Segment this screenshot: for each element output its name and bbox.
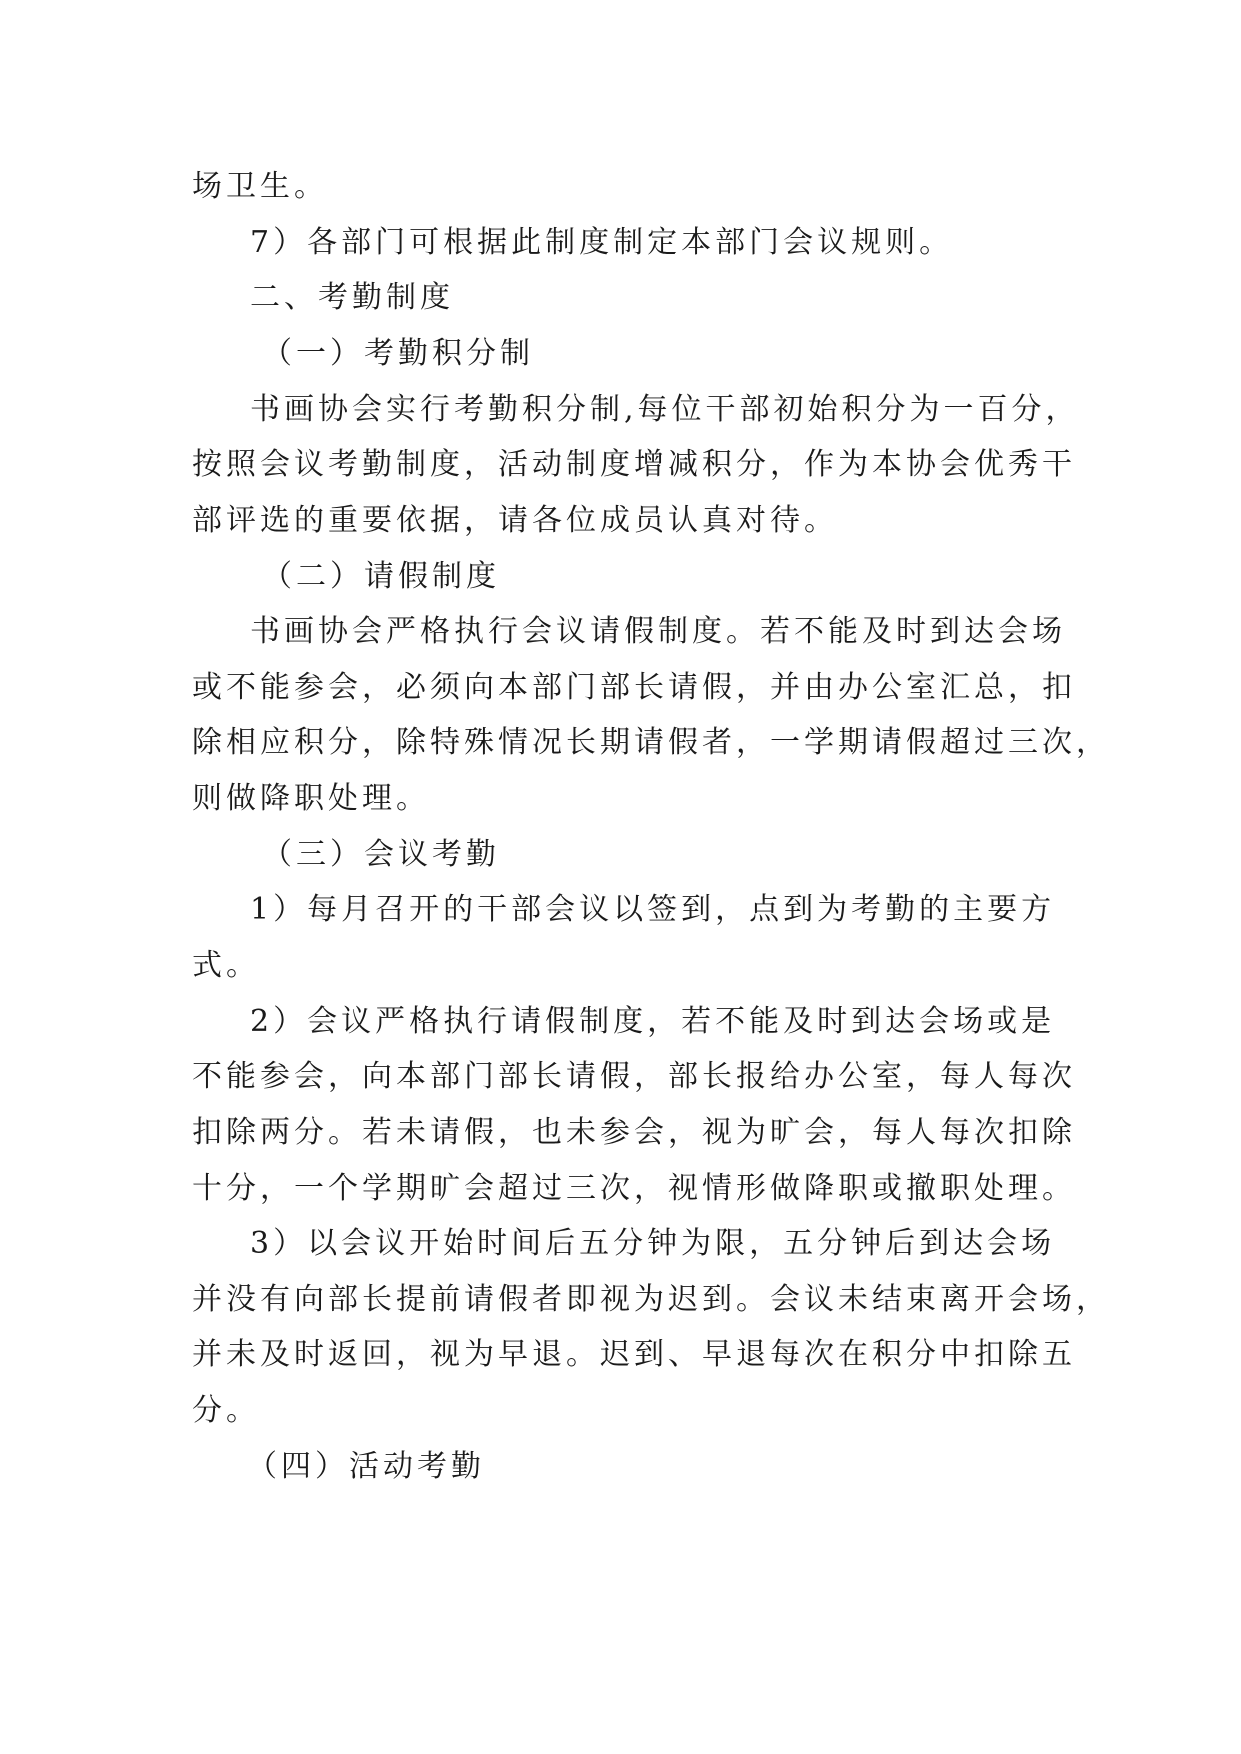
text-line: 2）会议严格执行请假制度，若不能及时到达会场或是 (250, 1004, 1056, 1039)
text-line: 场卫生。 (192, 169, 328, 204)
subsection-heading: （二）请假制度 (262, 559, 500, 594)
text-line: 按照会议考勤制度，活动制度增减积分，作为本协会优秀干 (192, 447, 1076, 482)
text-line: 1）每月召开的干部会议以签到，点到为考勤的主要方 (250, 892, 1056, 927)
text-line: 3）以会议开始时间后五分钟为限，五分钟后到达会场 (250, 1226, 1056, 1261)
text-line: 式。 (192, 948, 260, 983)
text-line: 书画协会严格执行会议请假制度。若不能及时到达会场 (250, 614, 1066, 649)
section-heading: 二、考勤制度 (250, 280, 454, 315)
text-line: 则做降职处理。 (192, 781, 430, 816)
text-line: 十分，一个学期旷会超过三次，视情形做降职或撤职处理。 (192, 1171, 1076, 1206)
text-line: 书画协会实行考勤积分制,每位干部初始积分为一百分， (250, 392, 1080, 427)
text-line: 部评选的重要依据，请各位成员认真对待。 (192, 503, 838, 538)
text-line: 并没有向部长提前请假者即视为迟到。会议未结束离开会场， (192, 1282, 1110, 1317)
subsection-heading: （三）会议考勤 (262, 837, 500, 872)
text-line: 并未及时返回，视为早退。迟到、早退每次在积分中扣除五 (192, 1337, 1076, 1372)
text-line: 不能参会，向本部门部长请假，部长报给办公室，每人每次 (192, 1059, 1076, 1094)
text-line: 或不能参会，必须向本部门部长请假，并由办公室汇总，扣 (192, 670, 1076, 705)
text-line: 扣除两分。若未请假，也未参会，视为旷会，每人每次扣除 (192, 1115, 1076, 1150)
text-line: 除相应积分，除特殊情况长期请假者，一学期请假超过三次， (192, 725, 1110, 760)
text-line: 7）各部门可根据此制度制定本部门会议规则。 (250, 225, 954, 260)
text-line: 分。 (192, 1393, 260, 1428)
subsection-heading: （一）考勤积分制 (262, 336, 534, 371)
subsection-heading: （四）活动考勤 (247, 1449, 485, 1484)
